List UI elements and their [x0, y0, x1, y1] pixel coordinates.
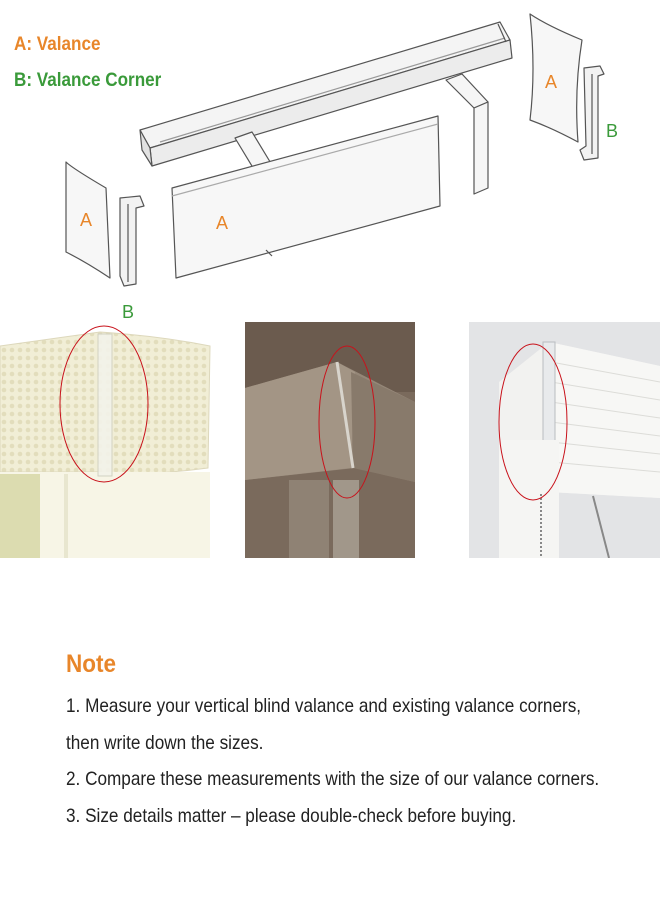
- legend-valance-corner: B: Valance Corner: [14, 70, 162, 91]
- note-line-1: 1. Measure your vertical blind valance and existing valance corners,: [66, 695, 582, 717]
- right-valance-corner: [580, 66, 604, 160]
- note-line-2: then write down the sizes.: [66, 732, 264, 754]
- legend-valance: A: Valance: [14, 34, 101, 55]
- valance-clip-right: [446, 74, 488, 194]
- photo-brown-valance-corner: [245, 322, 415, 558]
- label-a-front-panel: A: [216, 213, 229, 233]
- note-line-4: 3. Size details matter – please double-check before buying.: [66, 805, 517, 827]
- label-a-right-end: A: [545, 72, 558, 92]
- left-valance-corner: [120, 196, 144, 286]
- photo-fabric-valance-corner: [0, 322, 216, 558]
- note-title: Note: [66, 650, 117, 678]
- photo-white-valance-corner: [469, 322, 660, 558]
- headrail-drawing: [140, 22, 512, 166]
- label-a-left-end: A: [80, 210, 93, 230]
- label-b-right-corner: B: [606, 121, 619, 141]
- note-line-3: 2. Compare these measurements with the size of our valance corners.: [66, 768, 600, 790]
- label-b-left-corner: B: [122, 302, 135, 322]
